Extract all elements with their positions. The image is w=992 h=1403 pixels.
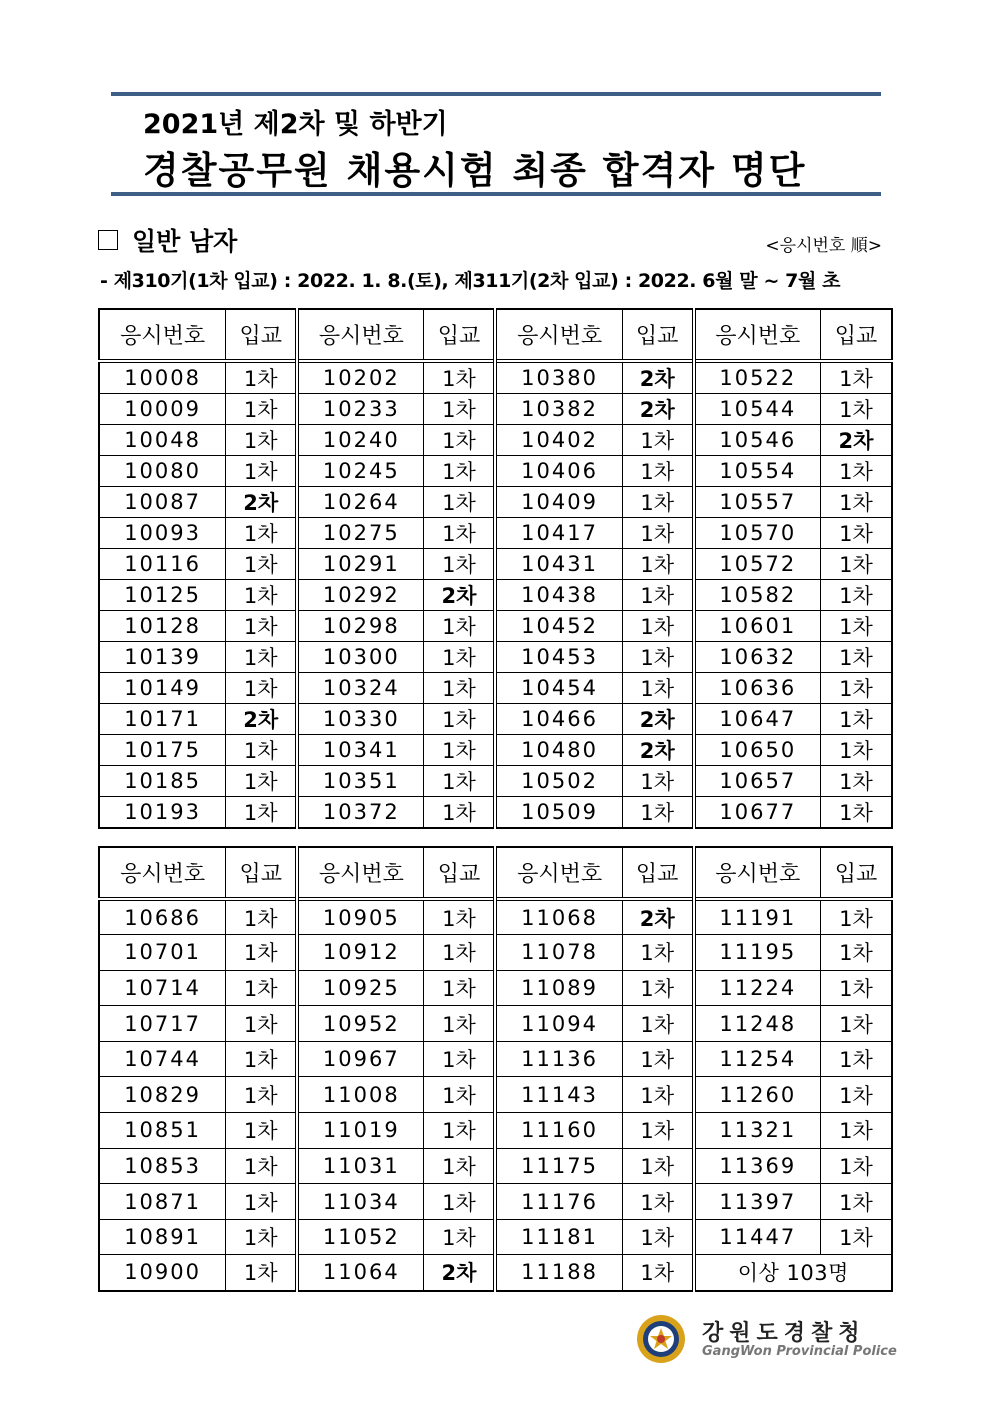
table-row (99, 1184, 892, 1220)
entry-round: 1차 (622, 611, 694, 642)
applicant-number: 11078 (495, 935, 622, 971)
column-header-number: 응시번호 (694, 847, 821, 899)
applicant-number: 11160 (495, 1113, 622, 1149)
applicant-number: 10905 (297, 899, 424, 935)
applicant-number: 10125 (99, 580, 226, 611)
applicant-number: 10657 (694, 766, 821, 797)
entry-round: 2차 (226, 704, 298, 735)
entry-round: 1차 (424, 394, 496, 425)
applicant-number: 10193 (99, 797, 226, 829)
entry-round: 1차 (424, 766, 496, 797)
entry-round: 1차 (820, 935, 892, 971)
entry-round: 1차 (424, 1219, 496, 1255)
applicant-number: 10572 (694, 549, 821, 580)
applicant-number: 11321 (694, 1113, 821, 1149)
applicant-number: 10402 (495, 425, 622, 456)
table-row (99, 1077, 892, 1113)
applicant-number: 11052 (297, 1219, 424, 1255)
entry-round: 1차 (622, 935, 694, 971)
applicant-number: 11176 (495, 1184, 622, 1220)
entry-round: 1차 (226, 1041, 298, 1077)
table-row (99, 425, 892, 456)
applicant-number: 10967 (297, 1041, 424, 1077)
column-header-number: 응시번호 (99, 309, 226, 361)
applicant-number: 11181 (495, 1219, 622, 1255)
table-row (99, 899, 892, 935)
applicant-number: 10087 (99, 487, 226, 518)
applicant-number: 10382 (495, 394, 622, 425)
applicant-number: 10925 (297, 970, 424, 1006)
table-row (99, 642, 892, 673)
applicant-number: 10557 (694, 487, 821, 518)
entry-round: 1차 (820, 797, 892, 829)
applicant-number: 10080 (99, 456, 226, 487)
applicant-number: 10417 (495, 518, 622, 549)
table-row (99, 935, 892, 971)
entry-round: 1차 (226, 1255, 298, 1291)
applicant-number: 10717 (99, 1006, 226, 1042)
title-line-1: 2021년 제2차 및 하반기 (143, 109, 448, 140)
entry-round: 1차 (226, 766, 298, 797)
applicant-number: 11008 (297, 1077, 424, 1113)
entry-round: 2차 (820, 425, 892, 456)
entry-round: 1차 (424, 1184, 496, 1220)
entry-round: 2차 (226, 487, 298, 518)
entry-round: 1차 (820, 1113, 892, 1149)
entry-round: 2차 (622, 361, 694, 394)
entry-round: 1차 (820, 549, 892, 580)
applicant-number: 10714 (99, 970, 226, 1006)
applicant-number: 11224 (694, 970, 821, 1006)
applicant-number: 10701 (99, 935, 226, 971)
table-row (99, 970, 892, 1006)
schedule-note: - 제310기(1차 입교) : 2022. 1. 8.(토), 제311기(2차 입교) : 2022. 6월 말 ~ 7월 초 (100, 270, 841, 292)
applicant-number: 10240 (297, 425, 424, 456)
applicant-number: 10175 (99, 735, 226, 766)
applicant-number: 11397 (694, 1184, 821, 1220)
column-header-number: 응시번호 (694, 309, 821, 361)
entry-round: 1차 (820, 1184, 892, 1220)
applicant-number: 10341 (297, 735, 424, 766)
entry-round: 1차 (226, 642, 298, 673)
applicant-number: 10891 (99, 1219, 226, 1255)
applicant-number: 10466 (495, 704, 622, 735)
column-header-entry: 입교 (424, 847, 496, 899)
table-row (99, 766, 892, 797)
entry-round: 1차 (820, 1006, 892, 1042)
entry-round: 1차 (820, 1219, 892, 1255)
applicant-number: 11369 (694, 1148, 821, 1184)
applicant-number: 11136 (495, 1041, 622, 1077)
entry-round: 1차 (226, 970, 298, 1006)
entry-round: 1차 (424, 642, 496, 673)
entry-round: 1차 (622, 1077, 694, 1113)
applicant-number: 10406 (495, 456, 622, 487)
entry-round: 1차 (820, 580, 892, 611)
entry-round: 1차 (226, 456, 298, 487)
table-row (99, 1041, 892, 1077)
applicant-number: 10351 (297, 766, 424, 797)
table-row (99, 549, 892, 580)
entry-round: 1차 (424, 704, 496, 735)
entry-round: 1차 (622, 797, 694, 829)
applicant-number: 10871 (99, 1184, 226, 1220)
applicant-number: 10009 (99, 394, 226, 425)
entry-round: 1차 (622, 1006, 694, 1042)
applicant-number: 10502 (495, 766, 622, 797)
applicant-number: 10292 (297, 580, 424, 611)
applicant-number: 10570 (694, 518, 821, 549)
entry-round: 1차 (226, 1184, 298, 1220)
applicant-number: 11068 (495, 899, 622, 935)
entry-round: 1차 (622, 1255, 694, 1291)
applicant-number: 10149 (99, 673, 226, 704)
applicant-number: 11094 (495, 1006, 622, 1042)
table-row (99, 735, 892, 766)
applicant-number: 10744 (99, 1041, 226, 1077)
applicant-number: 11175 (495, 1148, 622, 1184)
applicant-number: 10324 (297, 673, 424, 704)
applicant-number: 10300 (297, 642, 424, 673)
applicant-number: 10900 (99, 1255, 226, 1291)
entry-round: 2차 (622, 704, 694, 735)
entry-round: 1차 (226, 1219, 298, 1255)
section-heading-label: 일반 남자 (132, 227, 238, 256)
applicant-number: 11019 (297, 1113, 424, 1149)
applicant-number: 10275 (297, 518, 424, 549)
table-row (99, 704, 892, 735)
applicant-number: 10245 (297, 456, 424, 487)
entry-round: 1차 (622, 518, 694, 549)
entry-round: 1차 (424, 1148, 496, 1184)
entry-round: 1차 (622, 1184, 694, 1220)
entry-round: 1차 (820, 735, 892, 766)
entry-round: 1차 (226, 518, 298, 549)
entry-round: 1차 (820, 394, 892, 425)
entry-round: 1차 (424, 1041, 496, 1077)
applicant-number: 10522 (694, 361, 821, 394)
entry-round: 1차 (622, 549, 694, 580)
applicant-number: 11064 (297, 1255, 424, 1291)
entry-round: 1차 (424, 1077, 496, 1113)
entry-round: 1차 (226, 797, 298, 829)
entry-round: 1차 (820, 1148, 892, 1184)
applicant-number: 11254 (694, 1041, 821, 1077)
entry-round: 1차 (226, 549, 298, 580)
entry-round: 1차 (622, 456, 694, 487)
entry-round: 1차 (226, 935, 298, 971)
applicant-number: 10686 (99, 899, 226, 935)
entry-round: 1차 (820, 456, 892, 487)
entry-round: 1차 (424, 611, 496, 642)
applicant-number: 10851 (99, 1113, 226, 1149)
entry-round: 1차 (622, 487, 694, 518)
agency-name-korean: 강원도경찰청 (702, 1321, 866, 1346)
applicant-number: 10829 (99, 1077, 226, 1113)
applicant-number: 11188 (495, 1255, 622, 1291)
results-table-2 (98, 846, 893, 1292)
table-row (99, 518, 892, 549)
applicant-number: 10912 (297, 935, 424, 971)
entry-round: 1차 (820, 1041, 892, 1077)
applicant-number: 10582 (694, 580, 821, 611)
applicant-number: 11191 (694, 899, 821, 935)
table-row (99, 673, 892, 704)
entry-round: 1차 (820, 766, 892, 797)
entry-round: 1차 (226, 425, 298, 456)
table-row (99, 1113, 892, 1149)
table-row (99, 1148, 892, 1184)
column-header-entry: 입교 (820, 847, 892, 899)
applicant-number: 11089 (495, 970, 622, 1006)
column-header-number: 응시번호 (495, 847, 622, 899)
column-header-number: 응시번호 (297, 309, 424, 361)
entry-round: 1차 (820, 673, 892, 704)
title-line-2: 경찰공무원 채용시험 최종 합격자 명단 (143, 149, 807, 192)
applicant-number: 11031 (297, 1148, 424, 1184)
entry-round: 1차 (226, 1006, 298, 1042)
applicant-number: 10128 (99, 611, 226, 642)
applicant-number: 10372 (297, 797, 424, 829)
entry-round: 1차 (424, 899, 496, 935)
entry-round: 1차 (424, 1113, 496, 1149)
entry-round: 1차 (424, 1006, 496, 1042)
entry-round: 1차 (622, 673, 694, 704)
applicant-number: 10008 (99, 361, 226, 394)
applicant-number: 10202 (297, 361, 424, 394)
applicant-number: 10264 (297, 487, 424, 518)
entry-round: 1차 (820, 361, 892, 394)
column-header-number: 응시번호 (99, 847, 226, 899)
order-note: <응시번호 順> (765, 236, 882, 256)
entry-round: 1차 (424, 673, 496, 704)
applicant-number: 10139 (99, 642, 226, 673)
section-heading (98, 222, 237, 258)
entry-round: 1차 (622, 766, 694, 797)
applicant-number: 11195 (694, 935, 821, 971)
applicant-number: 11143 (495, 1077, 622, 1113)
table-row (99, 361, 892, 394)
entry-round: 1차 (424, 970, 496, 1006)
applicant-number: 10509 (495, 797, 622, 829)
column-header-entry: 입교 (424, 309, 496, 361)
applicant-number: 10185 (99, 766, 226, 797)
table-row (99, 611, 892, 642)
title-box (111, 92, 881, 196)
results-table-1 (98, 308, 893, 829)
entry-round: 1차 (424, 735, 496, 766)
total-count: 이상 103명 (694, 1255, 892, 1291)
entry-round: 1차 (820, 611, 892, 642)
entry-round: 1차 (820, 899, 892, 935)
footer-agency (636, 1314, 897, 1364)
applicant-number: 10409 (495, 487, 622, 518)
entry-round: 1차 (226, 899, 298, 935)
applicant-number: 10380 (495, 361, 622, 394)
entry-round: 1차 (820, 518, 892, 549)
entry-round: 2차 (622, 735, 694, 766)
applicant-number: 11034 (297, 1184, 424, 1220)
applicant-number: 10952 (297, 1006, 424, 1042)
applicant-number: 10636 (694, 673, 821, 704)
applicant-number: 10647 (694, 704, 821, 735)
table-row (99, 1255, 892, 1291)
applicant-number: 10853 (99, 1148, 226, 1184)
applicant-number: 11248 (694, 1006, 821, 1042)
applicant-number: 11447 (694, 1219, 821, 1255)
entry-round: 1차 (226, 580, 298, 611)
applicant-number: 10632 (694, 642, 821, 673)
applicant-number: 10298 (297, 611, 424, 642)
table-row (99, 797, 892, 829)
applicant-number: 10544 (694, 394, 821, 425)
applicant-number: 10171 (99, 704, 226, 735)
entry-round: 1차 (622, 970, 694, 1006)
entry-round: 1차 (622, 1113, 694, 1149)
entry-round: 1차 (820, 642, 892, 673)
applicant-number: 10048 (99, 425, 226, 456)
entry-round: 1차 (424, 549, 496, 580)
table-row (99, 1006, 892, 1042)
entry-round: 1차 (226, 735, 298, 766)
entry-round: 2차 (622, 394, 694, 425)
agency-name-english: GangWon Provincial Police (702, 1344, 897, 1359)
entry-round: 1차 (622, 580, 694, 611)
entry-round: 2차 (424, 1255, 496, 1291)
applicant-number: 10116 (99, 549, 226, 580)
column-header-entry: 입교 (226, 847, 298, 899)
entry-round: 1차 (424, 425, 496, 456)
applicant-number: 10330 (297, 704, 424, 735)
entry-round: 1차 (226, 1148, 298, 1184)
entry-round: 2차 (622, 899, 694, 935)
column-header-entry: 입교 (622, 309, 694, 361)
column-header-entry: 입교 (820, 309, 892, 361)
entry-round: 1차 (226, 1077, 298, 1113)
table-row (99, 580, 892, 611)
entry-round: 2차 (424, 580, 496, 611)
table-row (99, 394, 892, 425)
applicant-number: 10438 (495, 580, 622, 611)
entry-round: 1차 (622, 1041, 694, 1077)
applicant-number: 10431 (495, 549, 622, 580)
entry-round: 1차 (622, 425, 694, 456)
entry-round: 1차 (226, 673, 298, 704)
entry-round: 1차 (226, 361, 298, 394)
entry-round: 1차 (622, 642, 694, 673)
applicant-number: 10480 (495, 735, 622, 766)
checkbox-square-icon (98, 230, 118, 250)
applicant-number: 10233 (297, 394, 424, 425)
table-row (99, 456, 892, 487)
applicant-number: 10554 (694, 456, 821, 487)
police-emblem-icon (636, 1314, 686, 1364)
column-header-number: 응시번호 (495, 309, 622, 361)
applicant-number: 10546 (694, 425, 821, 456)
entry-round: 1차 (820, 970, 892, 1006)
entry-round: 1차 (226, 394, 298, 425)
column-header-number: 응시번호 (297, 847, 424, 899)
applicant-number: 10291 (297, 549, 424, 580)
applicant-number: 11260 (694, 1077, 821, 1113)
entry-round: 1차 (424, 361, 496, 394)
applicant-number: 10093 (99, 518, 226, 549)
table-row (99, 487, 892, 518)
entry-round: 1차 (820, 487, 892, 518)
entry-round: 1차 (226, 611, 298, 642)
applicant-number: 10650 (694, 735, 821, 766)
entry-round: 1차 (820, 704, 892, 735)
entry-round: 1차 (820, 1077, 892, 1113)
entry-round: 1차 (622, 1148, 694, 1184)
applicant-number: 10677 (694, 797, 821, 829)
entry-round: 1차 (424, 518, 496, 549)
applicant-number: 10601 (694, 611, 821, 642)
column-header-entry: 입교 (622, 847, 694, 899)
entry-round: 1차 (424, 456, 496, 487)
entry-round: 1차 (424, 487, 496, 518)
table-row (99, 1219, 892, 1255)
applicant-number: 10454 (495, 673, 622, 704)
applicant-number: 10453 (495, 642, 622, 673)
entry-round: 1차 (226, 1113, 298, 1149)
entry-round: 1차 (424, 935, 496, 971)
entry-round: 1차 (424, 797, 496, 829)
entry-round: 1차 (622, 1219, 694, 1255)
column-header-entry: 입교 (226, 309, 298, 361)
applicant-number: 10452 (495, 611, 622, 642)
